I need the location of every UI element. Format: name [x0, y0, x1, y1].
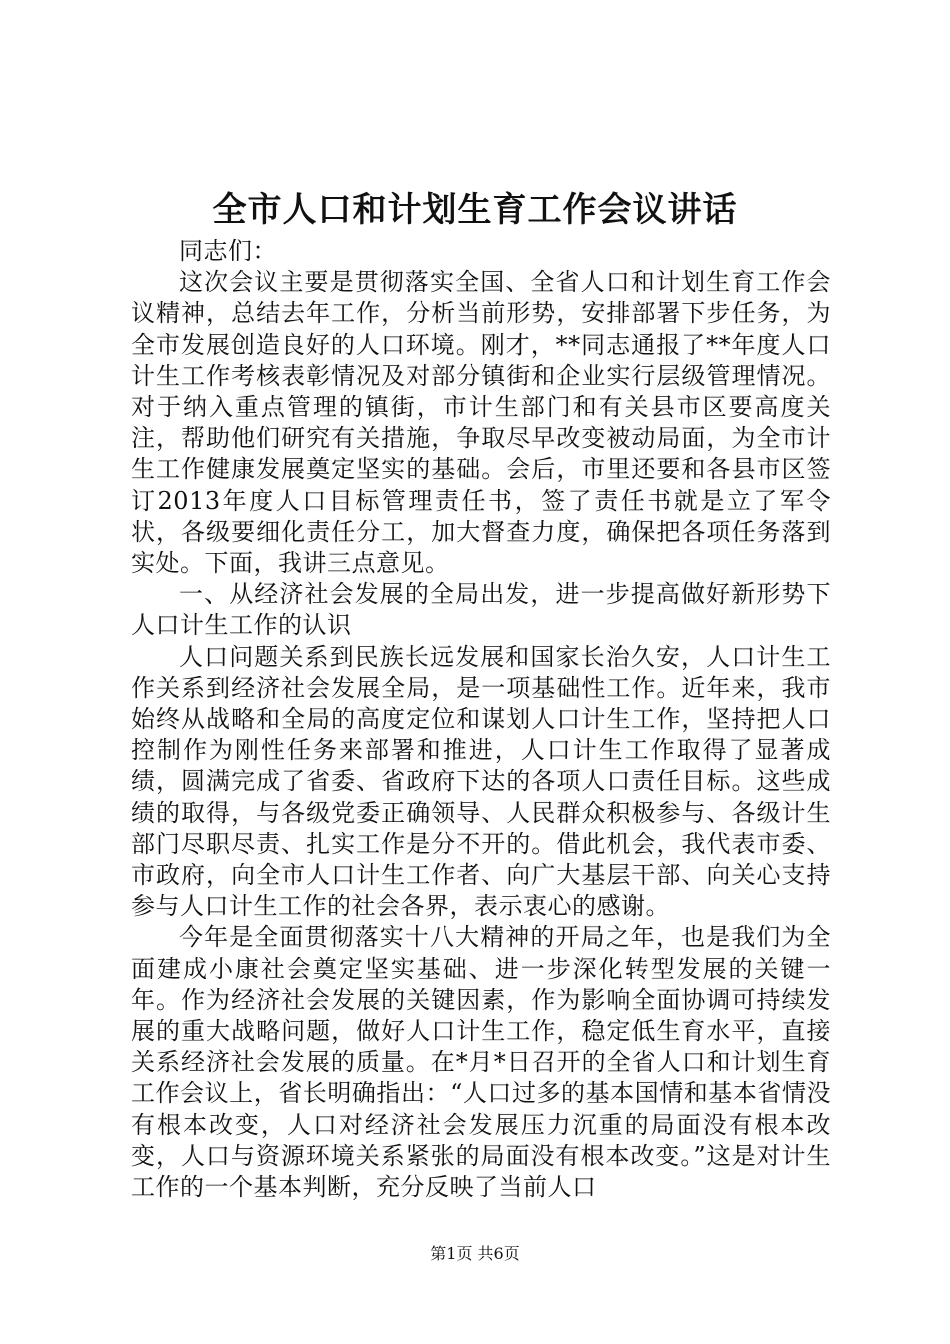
document-title: 全市人口和计划生育工作会议讲话 [212, 190, 738, 230]
body-paragraph: 今年是全面贯彻落实十八大精神的开局之年，也是我们为全面建成小康社会奠定坚实基础、进一步深化转型发展的关键一年。作为经济社会发展的关键因素，作为影响全面协调可持续发展的重大战略问题，做好人口计生工作，稳定低生育水平，直接关系经济社会发展的质量。在*月*日召开的全省人口和计划生育工作会议上，省长明确指出：“人口过多的基本国情和基本省情没有根本改变，人口对经济社会发展压力沉重的局面没有根本改变，人口与资源环境关系紧张的局面没有根本改变。”这是对计生工作的一个基本判断，充分反映了当前人口 [131, 923, 831, 1202]
document-body [131, 236, 831, 1203]
body-paragraph: 人口问题关系到民族长远发展和国家长治久安，人口计生工作关系到经济社会发展全局，是一项基础性工作。近年来，我市始终从战略和全局的高度定位和谋划人口计生工作，坚持把人口控制作为刚性任务来部署和推进，人口计生工作取得了显著成绩，圆满完成了省委、省政府下达的各项人口责任目标。这些成绩的取得，与各级党委正确领导、人民群众积极参与、各级计生部门尽职尽责、扎实工作是分不开的。借此机会，我代表市委、市政府，向全市人口计生工作者、向广大基层干部、向关心支持参与人口计生工作的社会各界，表示衷心的感谢。 [131, 642, 831, 921]
page-number-footer: 第1页 共6页 [430, 1244, 520, 1263]
section-heading-paragraph: 一、从经济社会发展的全局出发，进一步提高做好新形势下人口计生工作的认识 [131, 580, 831, 640]
body-paragraph: 这次会议主要是贯彻落实全国、全省人口和计划生育工作会议精神，总结去年工作，分析当前形势，安排部署下步任务，为全市发展创造良好的人口环境。刚才，**同志通报了**年度人口计生工作考核表彰情况及对部分镇街和企业实行层级管理情况。对于纳入重点管理的镇街，市计生部门和有关县市区要高度关注，帮助他们研究有关措施，争取尽早改变被动局面，为全市计生工作健康发展奠定坚实的基础。会后，市里还要和各县市区签订2013年度人口目标管理责任书，签了责任书就是立了军令状，各级要细化责任分工，加大督查力度，确保把各项任务落到实处。下面，我讲三点意见。 [131, 268, 831, 578]
salutation-paragraph: 同志们： [179, 237, 277, 265]
